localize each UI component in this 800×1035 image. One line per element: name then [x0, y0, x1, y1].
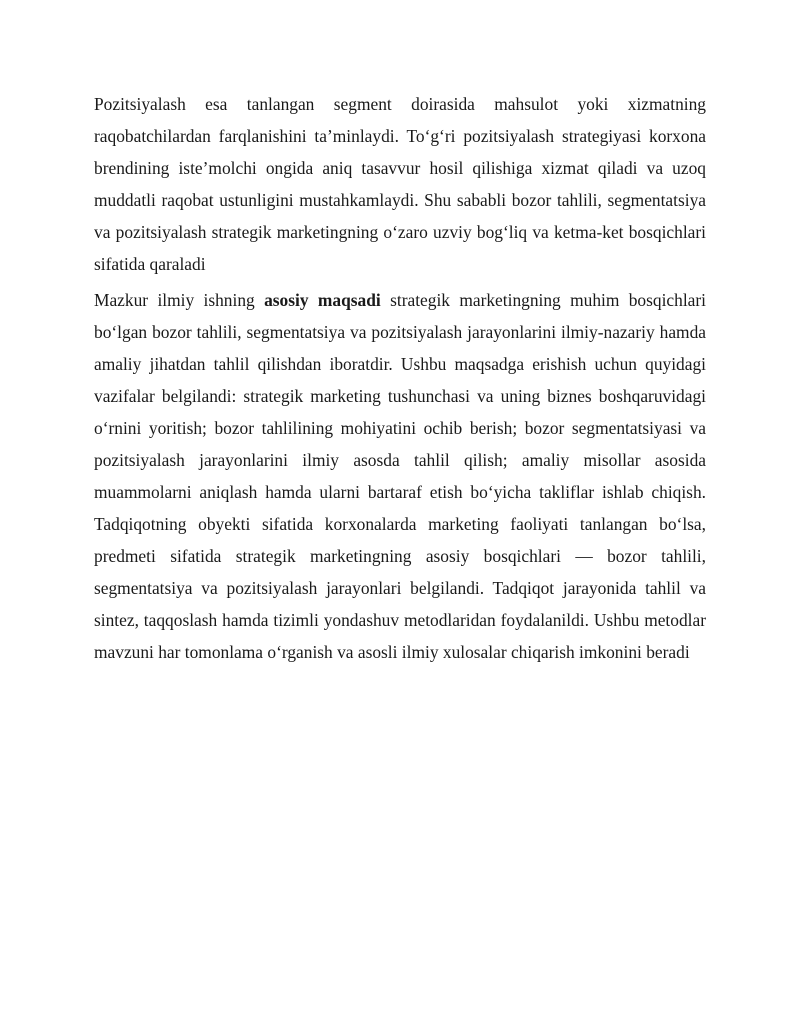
document-page [94, 88, 706, 672]
paragraph-rest-text: strategik marketingning muhim bosqichlari bo‘lgan bozor tahlili, segmentatsiya va pozitsiyalash jarayonlarini ilmiy-nazariy hamda amaliy jihatdan tahlil qilishdan iboratdir. Ushbu maqsadga erishish uchun quyidagi vazifalar belgilandi: strategik marketing tushunchasi va uning biznes boshqaruvidagi o‘rnini yoritish; bozor tahlilining mohiyatini ochib berish; bozor segmentatsiyasi va pozitsiyalash jarayonlarini ilmiy asosda tahlil qilish; amaliy misollar asosida muammolarni aniqlash hamda ularni bartaraf etish bo‘yicha takliflar ishlab chiqish. Tadqiqotning obyekti sifatida korxonalarda marketing faoliyati tanlangan bo‘lsa, predmeti sifatida strategik marketingning asosiy bosqichlari — bozor tahlili, segmentatsiya va pozitsiyalash jarayonlari belgilandi. Tadqiqot jarayonida tahlil va sintez, taqqoslash hamda tizimli yondashuv metodlaridan foydalanildi. Ushbu metodlar mavzuni har tomonlama o‘rganish va asosli ilmiy xulosalar chiqarish imkonini beradi [94, 290, 707, 662]
paragraph-positioning: Pozitsiyalash esa tanlangan segment doirasida mahsulot yoki xizmatning raqobatchilardan farqlanishini ta’minlaydi. To‘g‘ri pozitsiyalash strategiyasi korxona brendining iste’molchi ongida aniq tasavvur hosil qilishiga xizmat qiladi va uzoq muddatli raqobat ustunligini mustahkamlaydi. Shu sababli bozor tahlili, segmentatsiya va pozitsiyalash strategik marketingning o‘zaro uzviy bog‘liq va ketma-ket bosqichlari sifatida qaraladi [94, 94, 706, 274]
bold-phrase-main-goal: asosiy maqsadi [264, 290, 381, 310]
paragraph-lead-text: Mazkur ilmiy ishning [94, 290, 265, 310]
paragraph-research-goal [94, 284, 706, 668]
